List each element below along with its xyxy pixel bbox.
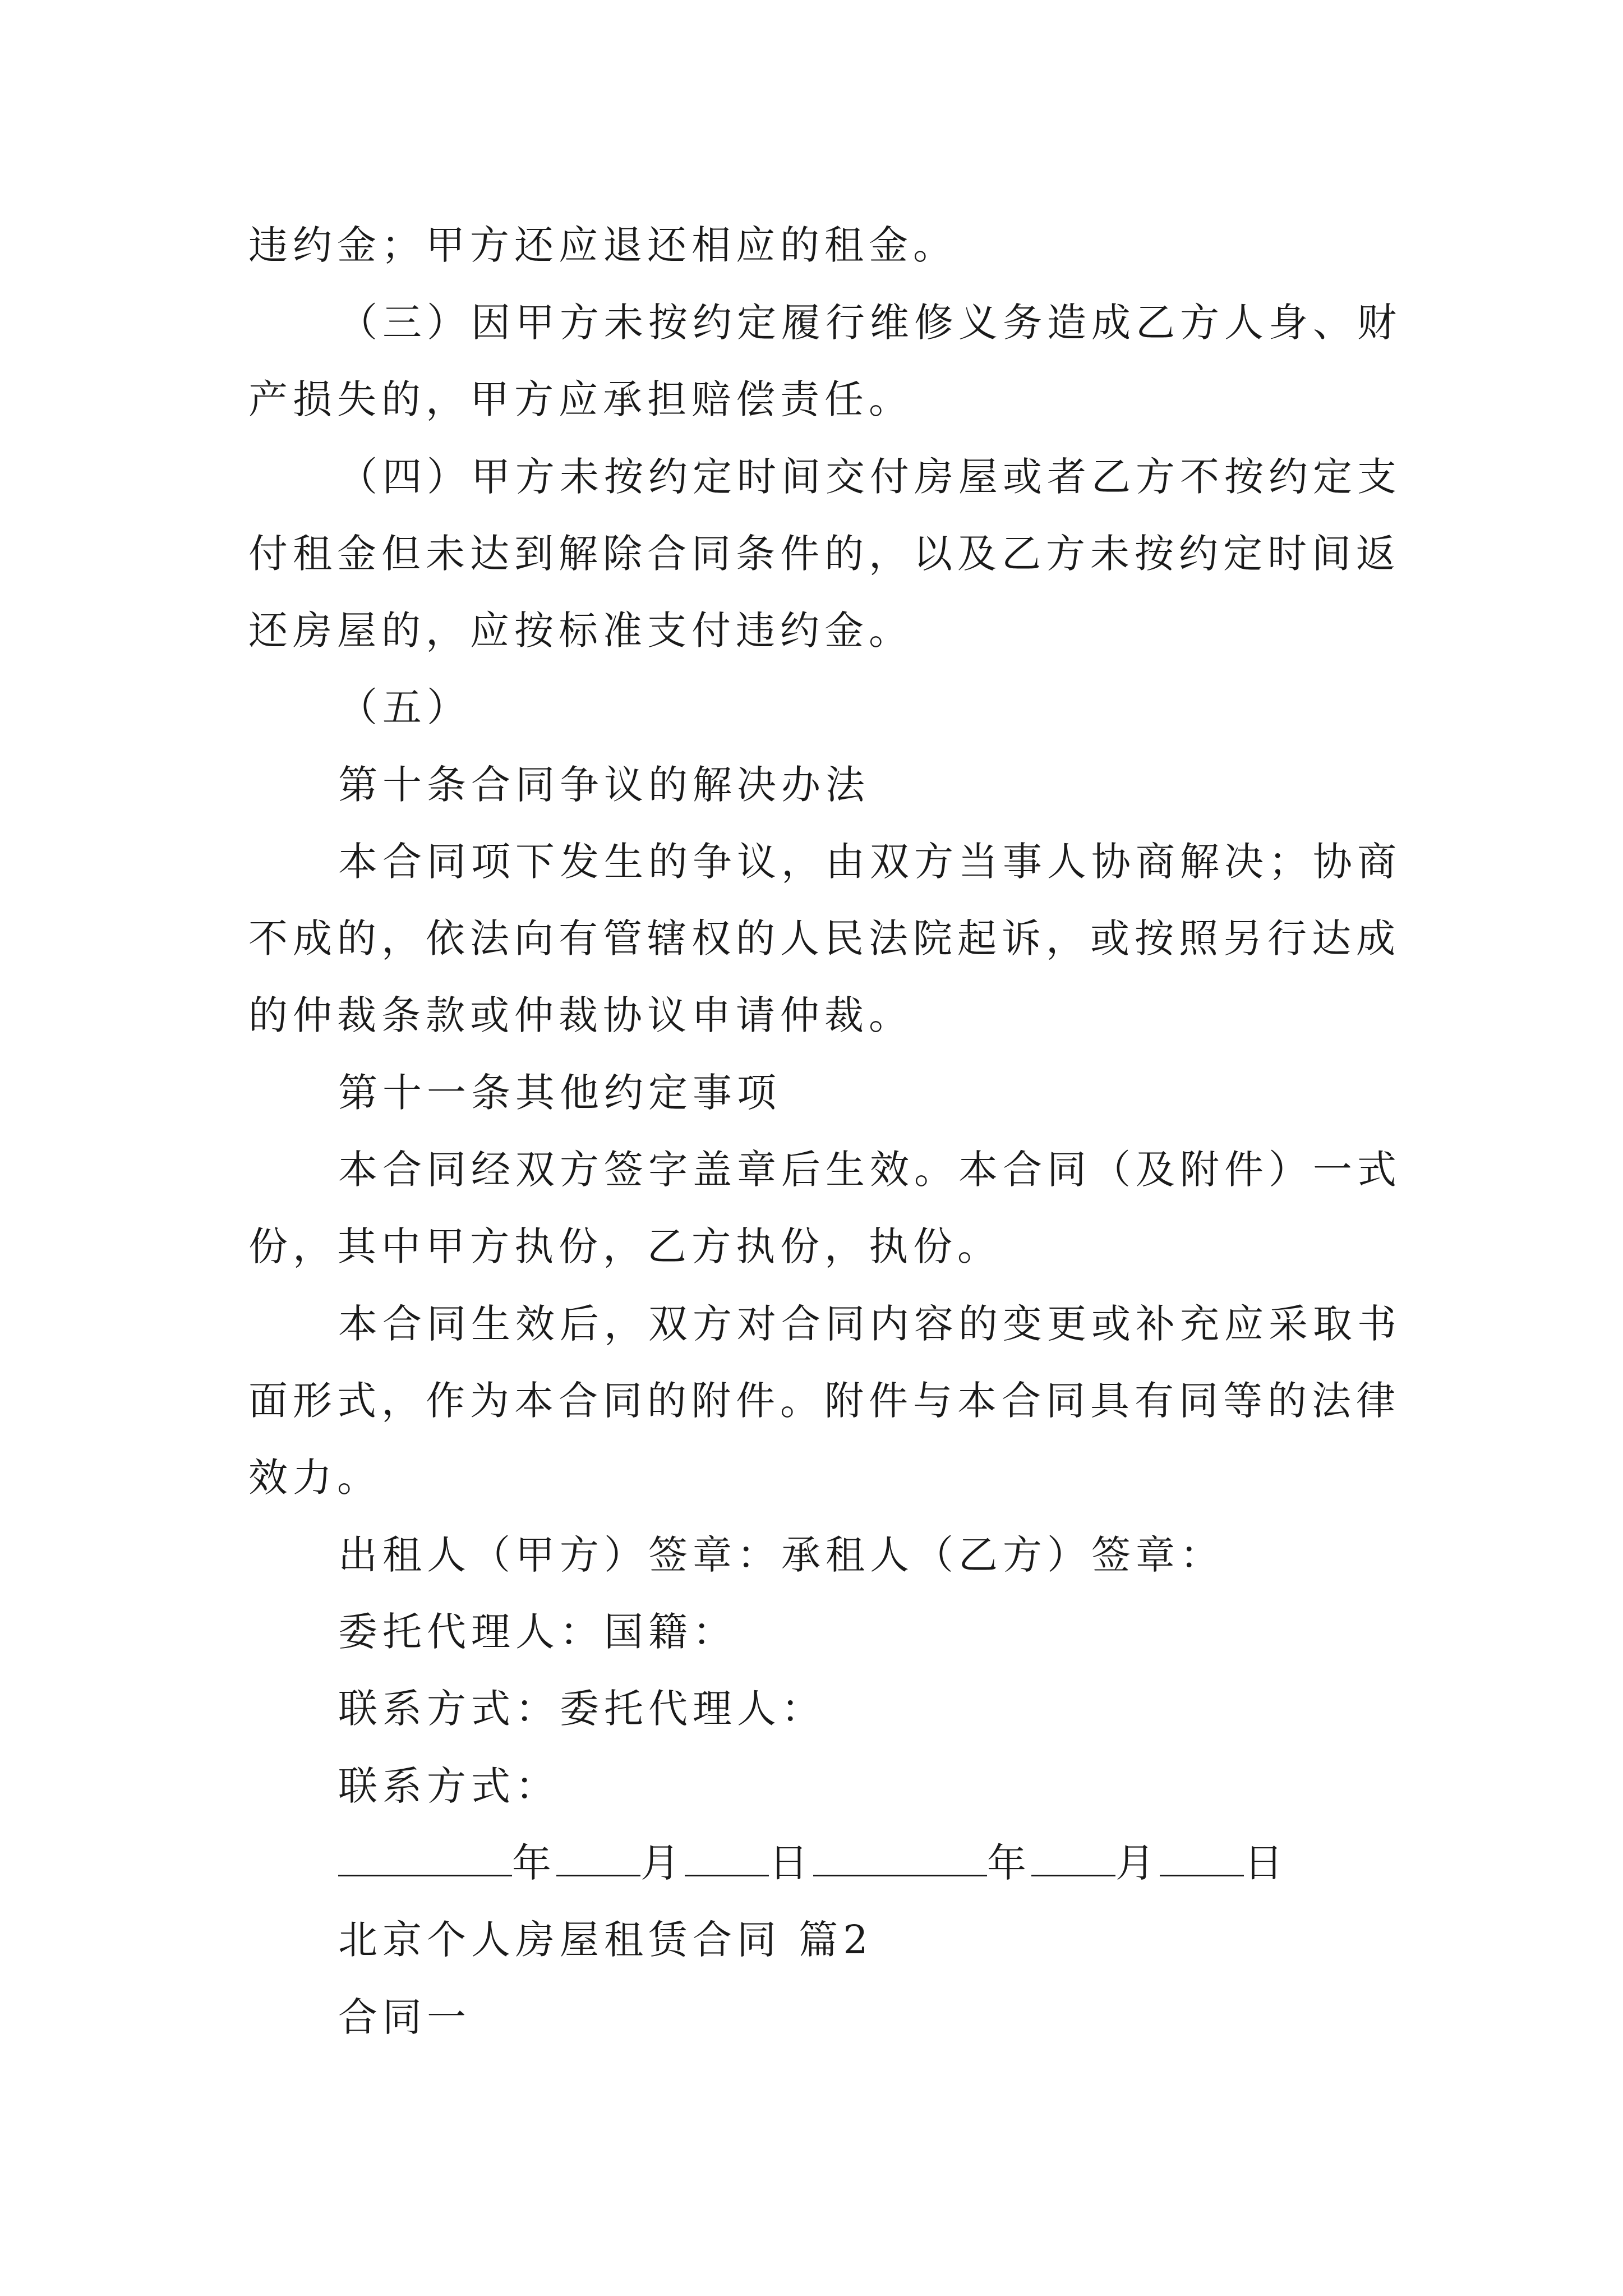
year-blank [813,1835,987,1876]
day-label: 日 [769,1840,813,1886]
date-line [338,1835,1393,1891]
text-line: 份，其中甲方执份，乙方执份，执份。 [248,1223,1002,1269]
text-line: 本合同生效后，双方对合同内容的变更或补充应采取书 [338,1301,1401,1347]
signature-line: 联系方式：委托代理人： [338,1686,826,1732]
text-line: 本合同项下发生的争议，由双方当事人协商解决；协商 [338,839,1401,885]
text-line: 效力。 [248,1455,381,1501]
section-heading: 第十一条其他约定事项 [338,1070,781,1116]
text-line: 还房屋的，应按标准支付违约金。 [248,608,913,654]
year-label: 年 [512,1840,556,1886]
month-label: 月 [1115,1840,1160,1886]
day-blank [685,1835,769,1876]
month-blank [1031,1835,1115,1876]
document-title: 北京个人房屋租赁合同 篇2 [338,1917,873,1963]
text-line: （四）甲方未按约定时间交付房屋或者乙方不按约定支 [338,454,1401,500]
text-line: （三）因甲方未按约定履行维修义务造成乙方人身、财 [338,300,1401,346]
text-line: 的仲裁条款或仲裁协议申请仲裁。 [248,992,913,1038]
day-blank [1160,1835,1244,1876]
text-line: 不成的，依法向有管辖权的人民法院起诉，或按照另行达成 [248,915,1400,961]
year-blank [338,1835,512,1876]
text-line: 违约金；甲方还应退还相应的租金。 [248,222,957,268]
text-line: 合同一 [338,1994,471,2040]
month-label: 月 [640,1840,685,1886]
day-label: 日 [1244,1840,1288,1886]
text-line: （五） [338,684,471,730]
text-line: 面形式，作为本合同的附件。附件与本合同具有同等的法律 [248,1378,1400,1424]
year-label: 年 [987,1840,1031,1886]
month-blank [556,1835,640,1876]
signature-line: 出租人（甲方）签章：承租人（乙方）签章： [338,1532,1224,1578]
text-line: 本合同经双方签字盖章后生效。本合同（及附件）一式 [338,1147,1401,1193]
text-line: 付租金但未达到解除合同条件的，以及乙方未按约定时间返 [248,531,1400,577]
signature-line: 委托代理人：国籍： [338,1609,737,1655]
section-heading: 第十条合同争议的解决办法 [338,762,870,808]
text-line: 产损失的，甲方应承担赔偿责任。 [248,376,913,422]
signature-line: 联系方式： [338,1763,560,1809]
